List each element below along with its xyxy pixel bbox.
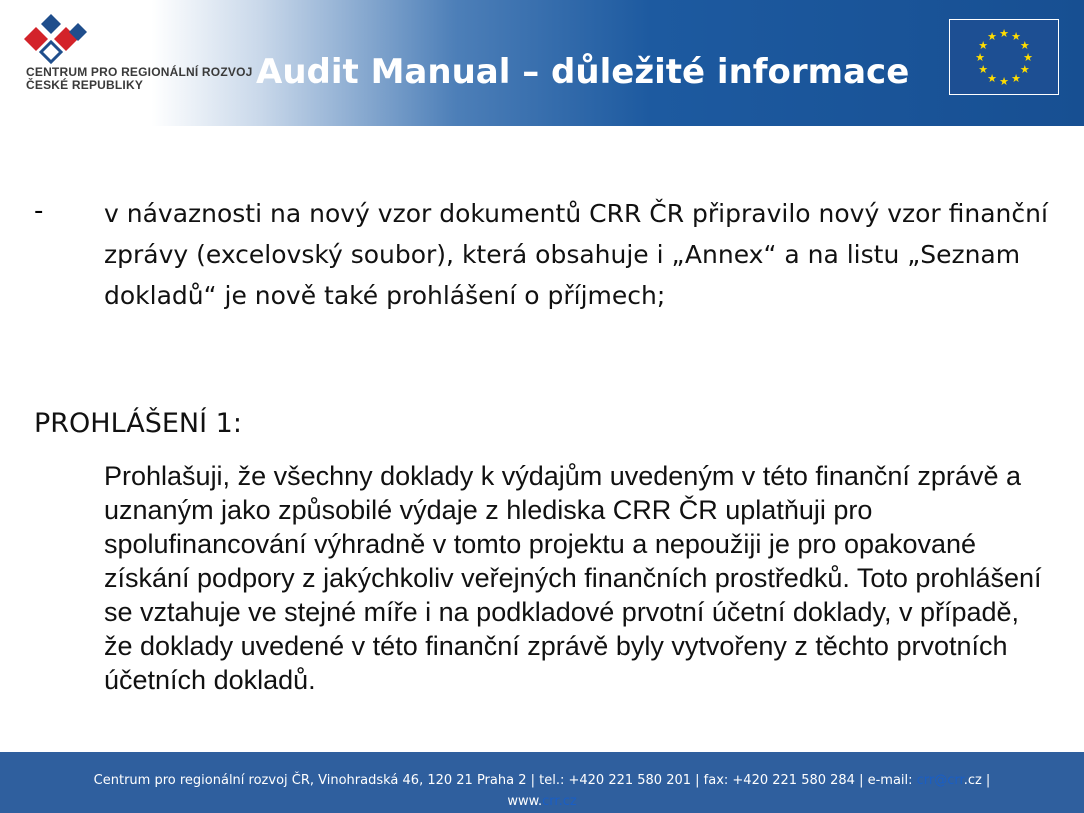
logo-caption xyxy=(26,66,252,92)
bullet-dash: - xyxy=(34,196,44,226)
eu-star-icon: ★ xyxy=(978,39,989,52)
footer-web-link[interactable]: crr.cz xyxy=(542,794,577,809)
footer-address: Centrum pro regionální rozvoj ČR, Vinohradská 46, 120 21 Praha 2 | tel.: +420 221 580 201 | fax: +420 221 580 284 | e-mail: xyxy=(93,773,917,788)
crr-diamond-logo-icon xyxy=(14,12,114,72)
eu-star-icon: ★ xyxy=(999,27,1009,40)
eu-star-icon: ★ xyxy=(1011,30,1021,44)
eu-star-icon: ★ xyxy=(1011,71,1021,85)
eu-star-icon: ★ xyxy=(975,51,985,64)
footer-contact xyxy=(0,770,1084,812)
eu-stars-icon xyxy=(950,20,1058,94)
slide-header xyxy=(0,0,1084,126)
paragraph-financial-report: v návaznosti na nový vzor dokumentů CRR ČR připravilo nový vzor finanční zprávy (excelovský soubor), která obsahuje i „Annex“ a na listu „Seznam dokladů“ je nově také prohlášení o příjmech; xyxy=(104,199,1048,310)
slide-title: Audit Manual – důležité informace xyxy=(256,52,910,92)
eu-star-icon: ★ xyxy=(978,63,989,76)
footer-email-link[interactable]: crr@crr xyxy=(916,773,964,788)
eu-star-icon: ★ xyxy=(999,75,1009,88)
eu-star-icon: ★ xyxy=(1019,39,1030,52)
declaration-text: Prohlašuji, že všechny doklady k výdajům uvedeným v této finanční zprávě a uznaným jako způsobilé výdaje z hlediska CRR ČR uplatňuji pro spolufinancování výhradně v tomto projektu a nepoužiji je pro opakované získání podpory z jakýchkoliv veřejných finančních prostředků. Toto prohlášení se vztahuje ve stejné míře i na podkladové prvotní účetní doklady, v případě, že doklady uvedené v této finanční zprávě byly vytvořeny z těchto prvotních účetních dokladů. xyxy=(104,461,1042,695)
eu-star-icon: ★ xyxy=(1019,63,1030,76)
declaration-heading: PROHLÁŠENÍ 1: xyxy=(34,408,242,439)
footer-email-suffix: .cz | xyxy=(963,773,991,788)
logo-line-2: ČESKÉ REPUBLIKY xyxy=(26,78,144,92)
eu-star-icon: ★ xyxy=(987,30,997,44)
eu-star-icon: ★ xyxy=(987,71,997,85)
footer-web-prefix: www. xyxy=(507,794,543,809)
eu-flag-icon xyxy=(949,19,1059,95)
eu-star-icon: ★ xyxy=(1023,51,1033,64)
logo-line-1: CENTRUM PRO REGIONÁLNÍ ROZVOJ xyxy=(26,65,253,79)
